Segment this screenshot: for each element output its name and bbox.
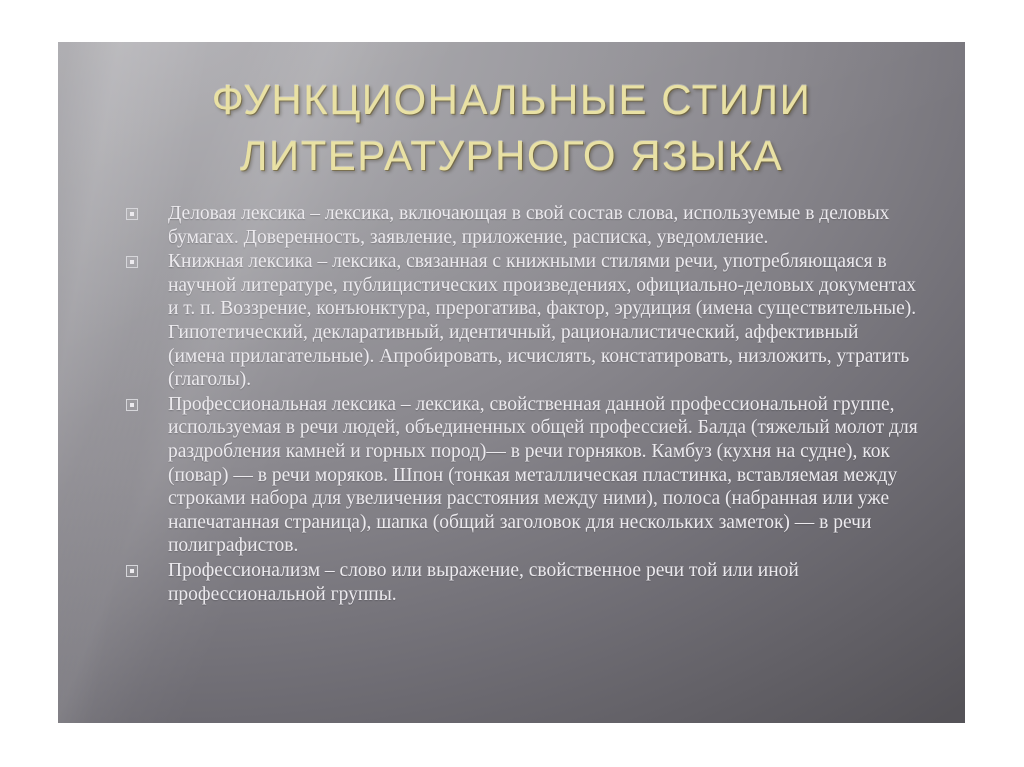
bullet-item [168, 559, 920, 606]
bullet-item [168, 250, 920, 392]
squared-dot-bullet-icon [126, 565, 138, 577]
bullet-text: Профессионализм – слово или выражение, свойственное речи той или иной профессиональной группы. [168, 559, 799, 605]
bullet-text: Деловая лексика – лексика, включающая в свой состав слова, используемые в деловых бумагах. Доверенность, заявление, приложение, расписка, уведомление. [168, 203, 890, 248]
squared-dot-bullet-icon [126, 256, 138, 268]
squared-dot-bullet-icon [126, 399, 138, 411]
bullet-item [168, 202, 920, 249]
bullet-list [168, 202, 920, 607]
bullet-item [168, 393, 920, 558]
presentation-slide [58, 42, 965, 723]
squared-dot-bullet-icon [126, 208, 138, 220]
bullet-text: Профессиональная лексика – лексика, свойственная данной профессиональной группе, используемая в речи людей, объединенных общей профессией. Балда (тяжелый молот для раздробления камней и горных пород)— в речи горняков. Камбуз (кухня на судне), кок (повар) — в речи моряков. Шпон (тонкая металлическая пластинка, вставляемая между строками набора для увеличения расстояния между ними), полоса (набранная или уже напечатанная страница), шапка (общий заголовок для нескольких заметок) — в речи полиграфистов. [168, 393, 918, 557]
bullet-text: Книжная лексика – лексика, связанная с книжными стилями речи, употребляющаяся в научной литературе, публицистических произведениях, официально-деловых документах и т. п. Воззрение, конъюнктура, прерогатива, фактор, эрудиция (имена существительные). Гипотетический, декларативный, идентичный, рационалистический, аффективный (имена прилагательные). Апробировать, исчислять, констатировать, низложить, утратить (глаголы). [168, 251, 917, 391]
slide-title: ФУНКЦИОНАЛЬНЫЕ СТИЛИ ЛИТЕРАТУРНОГО ЯЗЫКА [211, 76, 812, 179]
